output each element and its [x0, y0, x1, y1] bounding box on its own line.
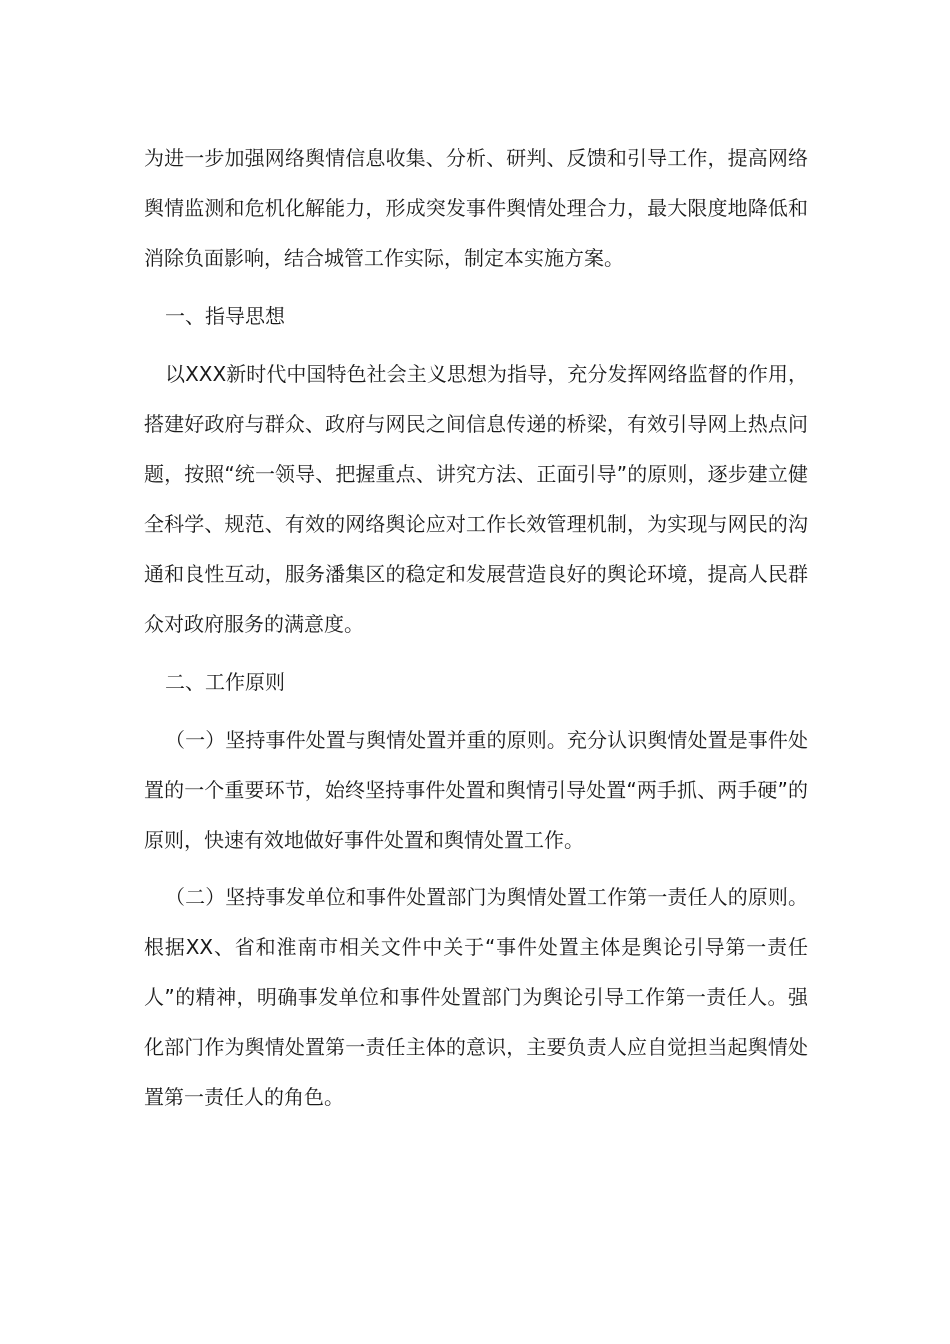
principle-two-paragraph: （二）坚持事发单位和事件处置部门为舆情处置工作第一责任人的原则。根据XX、省和淮南市相关文件中关于“事件处置主体是舆论引导第一责任人”的精神，明确事发单位和事件处置部门为舆论引导工作第一责任人。强化部门作为舆情处置第一责任主体的意识，主要负责人应自觉担当起舆情处置第一责任人的角色。 [144, 885, 808, 1109]
guiding-ideology-paragraph: 以XXX新时代中国特色社会主义思想为指导，充分发挥网络监督的作用，搭建好政府与群众、政府与网民之间信息传递的桥梁，有效引导网上热点问题，按照“统一领导、把握重点、讲究方法、正面引导”的原则，逐步建立健全科学、规范、有效的网络舆论应对工作长效管理机制，为实现与网民的沟通和良性互动，服务潘集区的稳定和发展营造良好的舆论环境，提高人民群众对政府服务的满意度。 [144, 362, 808, 636]
section-heading-guiding-ideology: 一、指导思想 [165, 304, 285, 328]
section-heading-work-principles: 二、工作原则 [165, 670, 285, 694]
intro-paragraph: 为进一步加强网络舆情信息收集、分析、研判、反馈和引导工作，提高网络舆情监测和危机化解能力，形成突发事件舆情处理合力，最大限度地降低和消除负面影响，结合城管工作实际，制定本实施方案。 [144, 146, 808, 270]
principle-one-paragraph: （一）坚持事件处置与舆情处置并重的原则。充分认识舆情处置是事件处置的一个重要环节，始终坚持事件处置和舆情引导处置“两手抓、两手硬”的原则，快速有效地做好事件处置和舆情处置工作。 [144, 728, 808, 852]
